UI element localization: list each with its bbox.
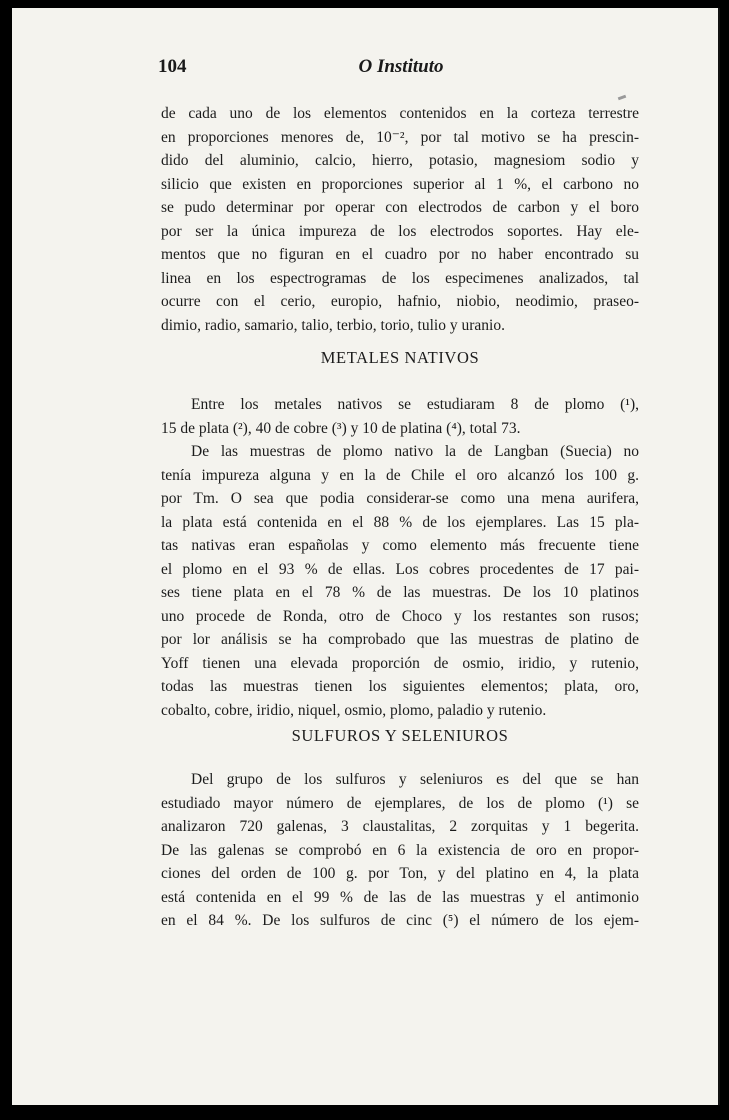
text-line: linea en los espectrogramas de los especimenes analizados, tal xyxy=(161,269,639,287)
text-line: ciones del orden de 100 g. por Ton, y del platino en 4, la plata xyxy=(161,865,639,882)
text-line: De las galenas se comprobó en 6 la existencia de oro en propor- xyxy=(161,841,639,859)
page-header xyxy=(158,56,644,84)
text-line: se pudo determinar por operar con electrodos de carbon y el boro xyxy=(161,199,639,216)
text-line: está contenida en el 99 % de las de las muestras y el antimonio xyxy=(161,888,639,906)
text-line: tenía impureza alguna y en la de Chile el oro alcanzó los 100 g. xyxy=(161,466,639,484)
text-line: por Tm. O sea que podia considerar-se como una mena aurifera, xyxy=(161,490,639,507)
text-line: Yoff tienen una elevada proporción de osmio, iridio, y rutenio, xyxy=(161,654,639,672)
text-line: 15 de plata (²), 40 de cobre (³) y 10 de platina (⁴), total 73. xyxy=(161,419,521,437)
text-line: uno procede de Ronda, otro de Choco y los restantes son rusos; xyxy=(161,607,639,625)
sulfuros-seleniuros-body xyxy=(161,768,639,933)
text-line: analizaron 720 galenas, 3 claustalitas, 2 zorquitas y 1 begerita. xyxy=(161,818,639,835)
text-line: De las muestras de plomo nativo la de Langban (Suecia) no xyxy=(191,443,639,460)
ink-speck xyxy=(618,95,627,101)
section-heading-sulfuros-seleniuros: SULFUROS Y SELENIUROS xyxy=(291,726,509,745)
text-line: dimio, radio, samario, talio, terbio, torio, tulio y uranio. xyxy=(161,316,505,334)
text-line: ses tiene plata en el 78 % de las muestras. De los 10 platinos xyxy=(161,584,639,601)
text-line: en el 84 %. De los sulfuros de cinc (⁵) el número de los ejem- xyxy=(161,912,639,929)
text-line: estudiado mayor número de ejemplares, de los de plomo (¹) se xyxy=(161,794,639,812)
intro-paragraph xyxy=(161,102,639,337)
text-line: el plomo en el 93 % de ellas. Los cobres procedentes de 17 pai- xyxy=(161,560,639,578)
text-line: mentos que no figuran en el cuadro por no haber encontrado su xyxy=(161,246,639,263)
text-line: de cada uno de los elementos contenidos en la corteza terrestre xyxy=(161,105,639,122)
text-line: silicio que existen en proporciones superior al 1 %, el carbono no xyxy=(161,175,639,193)
text-line: dido del aluminio, calcio, hierro, potasio, magnesiom sodio y xyxy=(161,152,639,169)
text-line: en proporciones menores de, 10⁻², por tal motivo se ha prescin- xyxy=(161,128,639,146)
text-line: Entre los metales nativos se estudiaram 8 de plomo (¹), xyxy=(191,396,639,413)
text-line: tas nativas eran españolas y como elemento más frecuente tiene xyxy=(161,537,639,554)
metales-nativos-body xyxy=(161,393,639,722)
page-number: 104 xyxy=(158,56,187,77)
text-line: Del grupo de los sulfuros y seleniuros es del que se han xyxy=(191,771,639,788)
text-line: cobalto, cobre, iridio, niquel, osmio, plomo, paladio y rutenio. xyxy=(161,701,547,719)
text-line: por lor análisis se ha comprobado que las muestras de platino de xyxy=(161,631,639,648)
text-line: la plata está contenida en el 88 % de los ejemplares. Las 15 pla- xyxy=(161,513,639,531)
text-line: todas las muestras tienen los siguientes elementos; plata, oro, xyxy=(161,678,639,695)
text-line: ocurre con el cerio, europio, hafnio, niobio, neodimio, praseo- xyxy=(161,293,639,310)
text-line: por ser la única impureza de los electrodos soportes. Hay ele- xyxy=(161,222,639,240)
section-heading-metales-nativos: METALES NATIVOS xyxy=(320,348,480,367)
running-title: O Instituto xyxy=(358,56,444,77)
